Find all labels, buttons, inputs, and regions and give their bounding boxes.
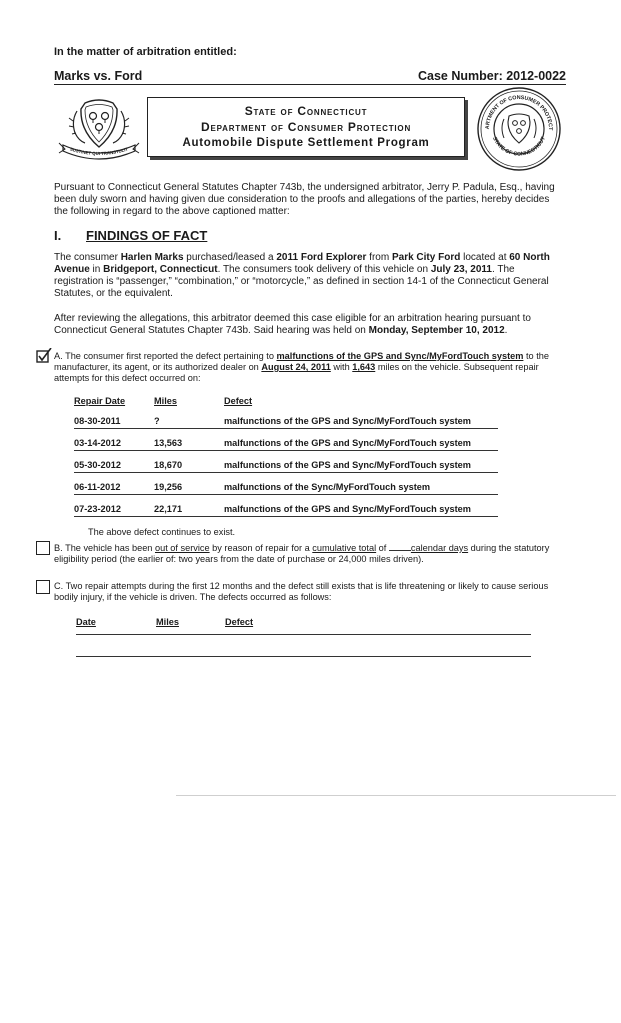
section-heading — [54, 228, 207, 243]
arbitration-label: In the matter of arbitration entitled: — [54, 46, 237, 58]
case-number: Case Number: 2012-0022 — [418, 69, 566, 83]
item-b-checkbox[interactable] — [36, 541, 50, 555]
title-box — [147, 97, 465, 157]
intro-paragraph: Pursuant to Connecticut General Statutes Chapter 743b, the undersigned arbitrator, Jerry P. Padula, Esq., having been duly sworn and having given due consideration to the proofs and allegations of the parties, hereby decides the following in regard to the above captioned matter: — [54, 182, 555, 217]
col-defect-c: Defect — [225, 617, 254, 627]
repair-miles: 19,256 — [154, 482, 183, 492]
checkmark-icon — [39, 348, 51, 360]
svg-text:STATE OF CONNECTICUT — [491, 135, 547, 157]
title-department: Department of Consumer Protection — [200, 120, 412, 134]
table-row — [74, 481, 498, 495]
report-date: August 24, 2011 — [261, 362, 331, 372]
defect-continues: The above defect continues to exist. — [88, 527, 236, 537]
dealer-address: 60 North Avenue — [54, 252, 550, 275]
repair-date: 08-30-2011 — [74, 416, 121, 426]
department-seal-icon — [476, 86, 562, 172]
repair-miles: 13,563 — [154, 438, 183, 448]
table-row — [74, 459, 498, 473]
section-title: FINDINGS OF FACT — [86, 228, 208, 243]
reported-defect: malfunctions of the GPS and Sync/MyFordTouch system — [276, 351, 524, 361]
blank-line — [76, 656, 531, 657]
repair-date: 07-23-2012 — [74, 504, 121, 514]
item-a-letter: A. — [54, 351, 63, 361]
footer-rule — [176, 795, 616, 796]
blank-line — [76, 634, 531, 635]
repair-miles: 22,171 — [154, 504, 183, 514]
table-row — [74, 415, 498, 429]
seal-top-text: ARTMENT OF CONSUMER PROTECT — [484, 94, 554, 131]
table-row — [74, 503, 498, 517]
item-b-text: B. The vehicle has been out of service by reason of repair for a cumulative total of calendar days during the statutory eligibility period (the earlier of: two years from the date of purchase or 24,000 miles driven). — [54, 543, 550, 564]
delivery-date: July 23, 2011 — [430, 264, 492, 275]
repair-defect: malfunctions of the GPS and Sync/MyFordTouch system — [224, 504, 471, 514]
item-a-checkbox[interactable] — [36, 348, 52, 364]
item-c-letter: C. — [54, 581, 64, 591]
item-c-text: C. Two repair attempts during the first 12 months and the defect still exists that is life threatening or likely to cause serious bodily injury, if the vehicle is driven. The defects occurred as follows: — [54, 581, 549, 602]
vehicle-model: 2011 Ford Explorer — [276, 252, 367, 263]
dealer-name: Park City Ford — [391, 252, 461, 263]
days-blank[interactable] — [389, 542, 411, 551]
col-date: Date — [76, 617, 96, 627]
table-row — [74, 437, 498, 451]
hearing-date: Monday, September 10, 2012 — [368, 325, 505, 336]
col-miles-c: Miles — [156, 617, 179, 627]
repair-date: 05-30-2012 — [74, 460, 121, 470]
col-defect: Defect — [224, 396, 253, 406]
repair-defect: malfunctions of the GPS and Sync/MyFordTouch system — [224, 460, 471, 470]
dealer-city: Bridgeport, Connecticut — [103, 264, 218, 275]
repair-date: 06-11-2012 — [74, 482, 121, 492]
report-miles: 1,643 — [352, 362, 376, 372]
seal-bottom-text: STATE OF CONNECTICUT — [491, 136, 547, 158]
col-miles: Miles — [154, 396, 177, 406]
title-state: State of Connecticut — [244, 104, 368, 118]
consumer-name: Harlen Marks — [120, 252, 184, 263]
hearing-paragraph: After reviewing the allegations, this arbitrator deemed this case eligible for an arbitration hearing pursuant to Connecticut General Statutes Chapter 743b. Said hearing was held on Monday, September 10, 2012. — [54, 313, 531, 336]
state-seal-icon — [55, 97, 143, 165]
repair-miles: 18,670 — [154, 460, 183, 470]
svg-text:SUSTINET QUI TRANSTULIT — [69, 146, 128, 156]
case-parties: Marks vs. Ford — [54, 69, 143, 83]
repair-defect: malfunctions of the Sync/MyFordTouch system — [224, 482, 431, 492]
item-a-text: A. The consumer first reported the defect pertaining to malfunctions of the GPS and Sync/MyFordTouch system to the manufacturer, its agent, or its authorized dealer on August 24, 2011 with 1,643 miles on the vehicle. Subsequent repair attempts for this defect occurred on: — [54, 351, 549, 383]
col-repair-date: Repair Date — [74, 396, 126, 406]
item-c-checkbox[interactable] — [36, 580, 50, 594]
repair-miles: ? — [154, 416, 160, 426]
vehicle-paragraph: The consumer Harlen Marks purchased/leased a 2011 Ford Explorer from Park City Ford located at 60 North Avenue in Bridgeport, Connecticut. The consumers took delivery of this vehicle on July 23, 2011. The registration is “passenger,” “combination,” or “motorcycle,” as defined in section 14-1 of the Connecticut General Statutes, or the equivalent. — [54, 252, 550, 299]
svg-text:DEPARTMENT OF CONSUMER PROTECT — [476, 86, 553, 131]
repair-defect: malfunctions of the GPS and Sync/MyFordTouch system — [224, 416, 471, 426]
case-heading — [54, 69, 566, 85]
item-b-letter: B. — [54, 543, 63, 553]
title-program: Automobile Dispute Settlement Program — [182, 137, 430, 149]
seal-banner-text: SUSTINET QUI TRANSTULIT — [69, 146, 129, 157]
repair-date: 03-14-2012 — [74, 438, 121, 448]
repair-defect: malfunctions of the GPS and Sync/MyFordTouch system — [224, 438, 471, 448]
section-number: I. — [54, 228, 62, 243]
